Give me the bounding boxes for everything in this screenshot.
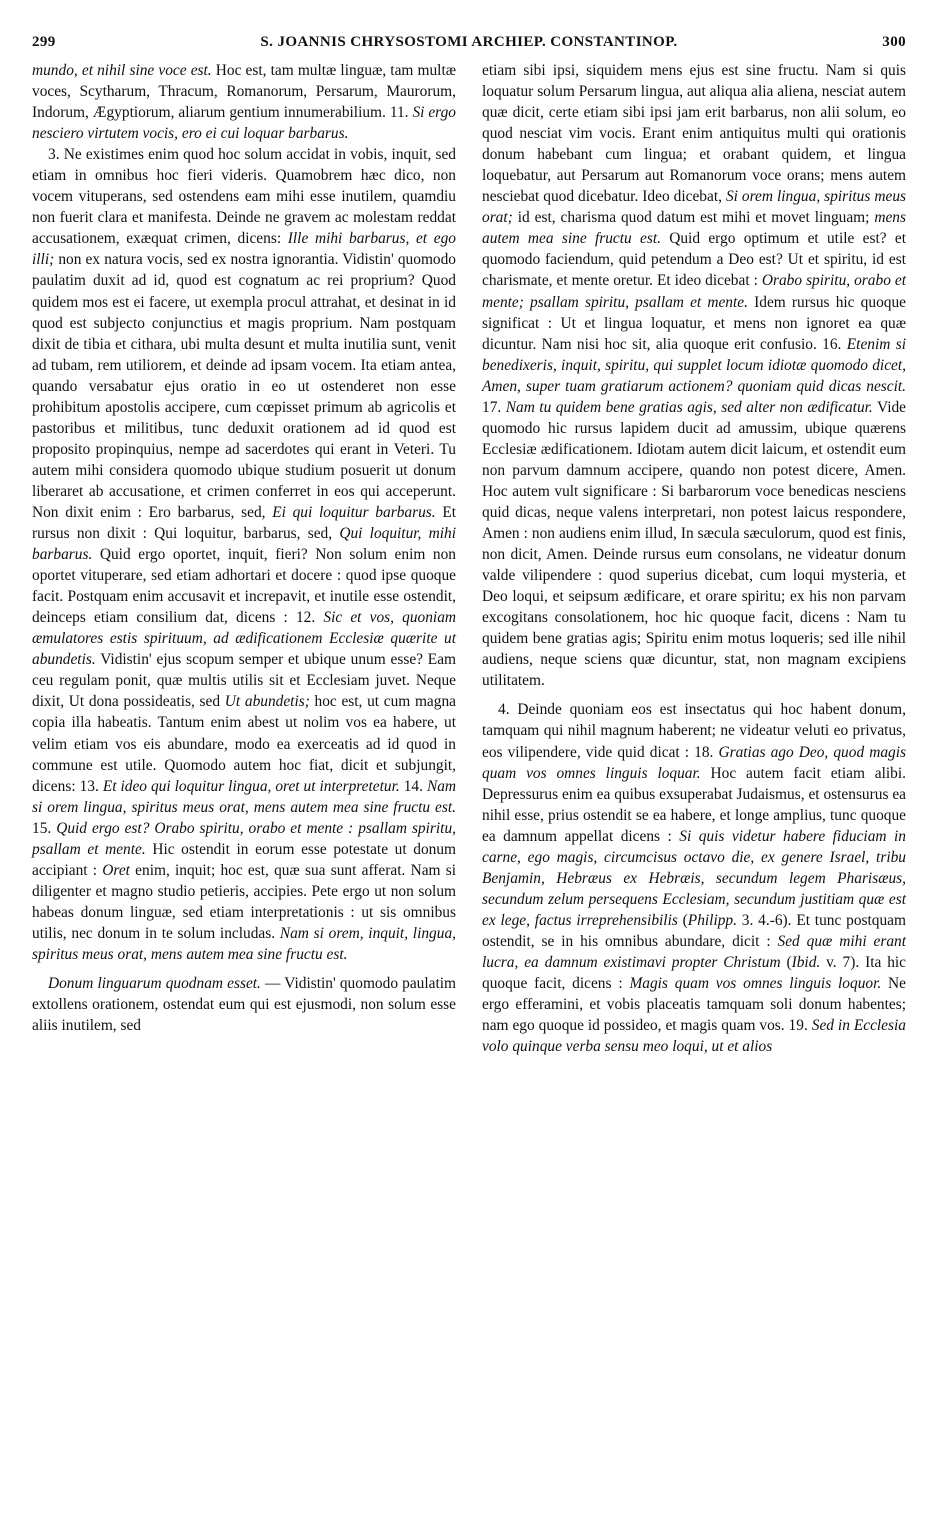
italic-text-run: Ibid.	[791, 953, 821, 971]
text-run: v. 7). Ita hic quoque facit, dicens :	[482, 953, 906, 993]
paragraph	[482, 60, 906, 691]
italic-text-run: Sed quæ mihi erant lucra, ea damnum existimavi propter Christum	[482, 932, 906, 971]
italic-text-run: Oret	[102, 861, 130, 879]
italic-text-run: mens autem mea sine fructu est.	[482, 209, 906, 248]
text-run: Vide quomodo hic rursus lapidem ducit ad amussim, ubique quærens Ecclesiæ ædificationem. Idiotam autem dicit laicum, et ostendit eum non parvum damnum accipere, quando non potest dicere, Amen. Hoc autem vult significare : Si barbarorum voce benedicas nesciens quid dicas, neque valens interpretari, non potest laicus respondere, Amen : non audiens enim illud, In sæcula sæculorum, quod est finis, non dicit, Amen. Deinde rursus eum consolans, ne videatur donum valde vilipendere : quod superius dicebat, cum loqui mysteria, et Deo loqui, et seipsum ædificare, et orare spiritu; ex his non parvam excogitans consolationem, hoc hic quoque facit, dicens : Nam tu quidem bene gratias agis; Spiritu enim motus loqueris; sed ille nihil audiens, neque sciens quæ dicuntur, stat, non magnam excipiens utilitatem.	[482, 398, 907, 690]
text-run: Hic ostendit in eorum esse potestate ut donum accipiant :	[32, 840, 457, 879]
text-run: 15.	[32, 819, 57, 837]
text-run: Quid ergo optimum et utile est? et quomodo faciendum, quid petendum a Deo est? Ut et spiritu, id est charismate, et mente oretur. Et ideo dicebat :	[482, 230, 906, 290]
italic-text-run: mundo, et nihil sine voce est.	[32, 62, 212, 79]
text-run: 17.	[482, 398, 506, 416]
italic-text-run: Nam si orem lingua, spiritus meus orat, mens autem mea sine fructu est.	[32, 777, 457, 816]
text-run: Idem rursus hic quoque significat : Ut et lingua loquatur, et mens non ignoret ea quæ dicuntur. Nam nisi hoc sit, alia quoque erit confusio. 16.	[482, 293, 906, 353]
text-run: non ex natura vocis, sed ex nostra ignorantia. Vidistin' quomodo paulatim duxit ad id, quod est cognatum ac rei proprium? Quod quidem mos est ei facere, ut exempla procul attrahat, et desinat in id quod est subjecto conjunctius et magis proprium. Nam postquam dixit de tibia et cithara, ubi multa desunt et multa inutilia sunt, venit ad tubam, rem utiliorem, et deinde ad ipsam vocem. Ita etiam antea, quando versabatur ejus oratio in eo ut ostenderet non esse prohibitum apostolis accipere, cum cœpisset primum ab agricolis et pastoribus et militibus, tunc deduxit orationem ad id quod est proposito propinquius, nempe ad sacerdotes qui erant in Veteri. Tu autem mihi considera quomodo ubique studium posuerit ut donum liberaret ab accusatione, et crimen conferret in eos qui acceperunt. Non dixit enim : Ero barbarus, sed,	[32, 251, 456, 521]
italic-text-run: Ille mihi barbarus, et ego illi;	[32, 230, 456, 269]
text-run: id est, charisma quod datum est mihi et movet linguam;	[512, 209, 875, 227]
text-run: etiam sibi ipsi, siquidem mens ejus est sine fructu. Nam si quis loquatur solum Persarum lingua, aut aliqua alia aliena, nesciat autem quæ dicit, certe etiam sibi ipsi jam erit barbarus, non alii solum, eo quod nesciat vim vocis. Erant enim antiquitus multi qui orationis donum habebant cum lingua; et orabant quidem, et lingua loquebatur, aut Persarum aut Romanorum voce orans; mens autem nesciebat quod dicebatur. Ideo dicebat,	[482, 62, 906, 206]
italic-text-run: Si orem lingua, spiritus meus orat;	[482, 188, 906, 227]
text-run: Quid ergo oportet, inquit, fieri? Non solum enim non oportet vituperare, sed etiam adhortari et docere : quod ipse quoque facit. Postquam enim accusavit et increpavit, et inutile esse ostendit, deinceps etiam consilium dat, dicens : 12.	[32, 546, 456, 627]
text-run: 3. 4.-6). Et tunc postquam ostendit, se in his omnibus abundare, dicit :	[482, 911, 906, 950]
text-run: 3. Ne existimes enim quod hoc solum accidat in vobis, inquit, sed etiam in omnibus hoc fieri videris. Quamobrem hæc dico, non vocem vituperans, sed ostendens eam mihi esse inutilem, quamdiu non fuerit clara et manifesta. Deinde ne gravem ac molestam reddat accusationem, exæquat crimen, dicens:	[32, 146, 456, 248]
italic-text-run: Nam si orem, inquit, lingua, spiritus meus orat, mens autem mea sine fructu est.	[32, 924, 456, 963]
text-run: hoc est, ut cum magna copia illa habeatis. Tantum enim abest ut nolim vos ea habere, ut velim etiam vos eis abundare, modo ea exerceatis ad id quod in commune est utile. Quomodo autem hoc fiat, dicit et subjungit, dicens: 13.	[32, 693, 456, 795]
italic-text-run: Donum linguarum quodnam esset.	[48, 975, 261, 993]
italic-text-run: Philipp.	[687, 911, 737, 929]
running-header	[32, 34, 906, 60]
text-run: Ne ergo efferamini, et vobis placeatis tamquam soli donum habentes; nam ego quoque id possideo, et magis quam vos. 19.	[482, 975, 906, 1035]
italic-text-run: Orabo spiritu, orabo et mente; psallam spiritu, psallam et mente.	[482, 272, 906, 311]
left-column	[32, 60, 456, 1036]
text-run: — Vidistin' quomodo paulatim extollens orationem, ostendat eum qui est ejusmodi, non solum esse aliis inutilem, sed	[32, 975, 456, 1035]
italic-text-run: Ei qui loquitur barbarus.	[272, 503, 436, 521]
italic-text-run: Sed in Ecclesia volo quinque verba sensu meo loqui, ut et alios	[482, 1017, 906, 1056]
italic-text-run: Et ideo qui loquitur lingua, oret ut interpretetur.	[102, 777, 400, 795]
italic-text-run: Etenim si benedixeris, inquit, spiritu, qui supplet locum idiotæ quomodo dicet, Amen, super tuam gratiarum actionem? quoniam quid dicas nescit.	[482, 335, 906, 395]
text-run: (	[780, 953, 792, 971]
right-column	[482, 60, 906, 1057]
italic-text-run: Si quis videtur habere fiduciam in carne, ego magis, circumcisus octavo die, ex genere Israel, tribu Benjamin, Hebræus ex Hebræis, secundum legem Pharisæus, secundum zelum persequens Ecclesiam, secundum justitiam quæ est ex lege, factus irreprehensibilis	[482, 827, 906, 929]
text-run: Hoc est, tam multæ linguæ, tam multæ voces, Scytharum, Thracum, Romanorum, Persarum, Maurorum, Indorum, Ægyptiorum, aliarum gentium innumerabilium. 11.	[32, 62, 456, 122]
text-run: Hoc autem facit etiam alibi. Depressurus enim ea quibus exsuperabat Judaismus, et ostensurus ea nihil esse, prius ostendit se ea habere, et longe amplius, tunc quoque ea damnum appellat dicens :	[482, 764, 906, 845]
italic-text-run: Nam tu quidem bene gratias agis, sed alter non ædificatur.	[505, 398, 873, 416]
text-run: 4. Deinde quoniam eos est insectatus qui hoc habent donum, tamquam qui nihil magnum haberent; ne videatur veluti eo privatus, eos vilipendere, vide quid dicat : 18.	[482, 701, 906, 761]
text-run: 14.	[399, 777, 427, 795]
italic-text-run: Gratias ago Deo, quod magis quam vos omnes linguis loquar.	[482, 743, 906, 782]
text-run: Et rursus non dixit : Qui loquitur, barbarus, sed,	[32, 503, 457, 543]
paragraph	[482, 699, 906, 1057]
paragraph	[32, 973, 456, 1036]
paragraph	[32, 144, 456, 965]
italic-text-run: Ut abundetis;	[224, 693, 310, 711]
italic-text-run: Qui loquitur, mihi barbarus.	[32, 525, 457, 564]
paragraph	[32, 60, 456, 144]
italic-text-run: Si ergo nesciero virtutem vocis, ero ei cui loquar barbarus.	[32, 104, 456, 143]
running-title: S. JOANNIS CHRYSOSTOMI ARCHIEP. CONSTANTINOP.	[260, 34, 678, 50]
italic-text-run: Sic et vos, quoniam æmulatores estis spirituum, ad ædificationem Ecclesiæ quærite ut abundetis.	[32, 609, 457, 669]
page-number-left: 299	[32, 34, 56, 50]
page-number-right: 300	[882, 34, 906, 50]
text-run: enim, inquit; hoc est, quæ sua sunt afferat. Nam si diligenter et magno studio petieris, accipies. Pete ergo ut non solum habeas donum linguæ, sed etiam interpretationis : ut sis omnibus utilis, nec donum in te solum includas.	[32, 861, 456, 942]
text-run: Vidistin' ejus scopum semper et ubique unum esse? Eam ceu regulam ponit, quæ multis utilis sit et Ecclesiam juvet. Neque dixit, Ut dona possideatis, sed	[32, 651, 456, 711]
italic-text-run: Quid ergo est? Orabo spiritu, orabo et mente : psallam spiritu, psallam et mente.	[32, 819, 456, 858]
text-run: (	[677, 911, 688, 929]
italic-text-run: Magis quam vos omnes linguis loquor.	[629, 975, 882, 993]
